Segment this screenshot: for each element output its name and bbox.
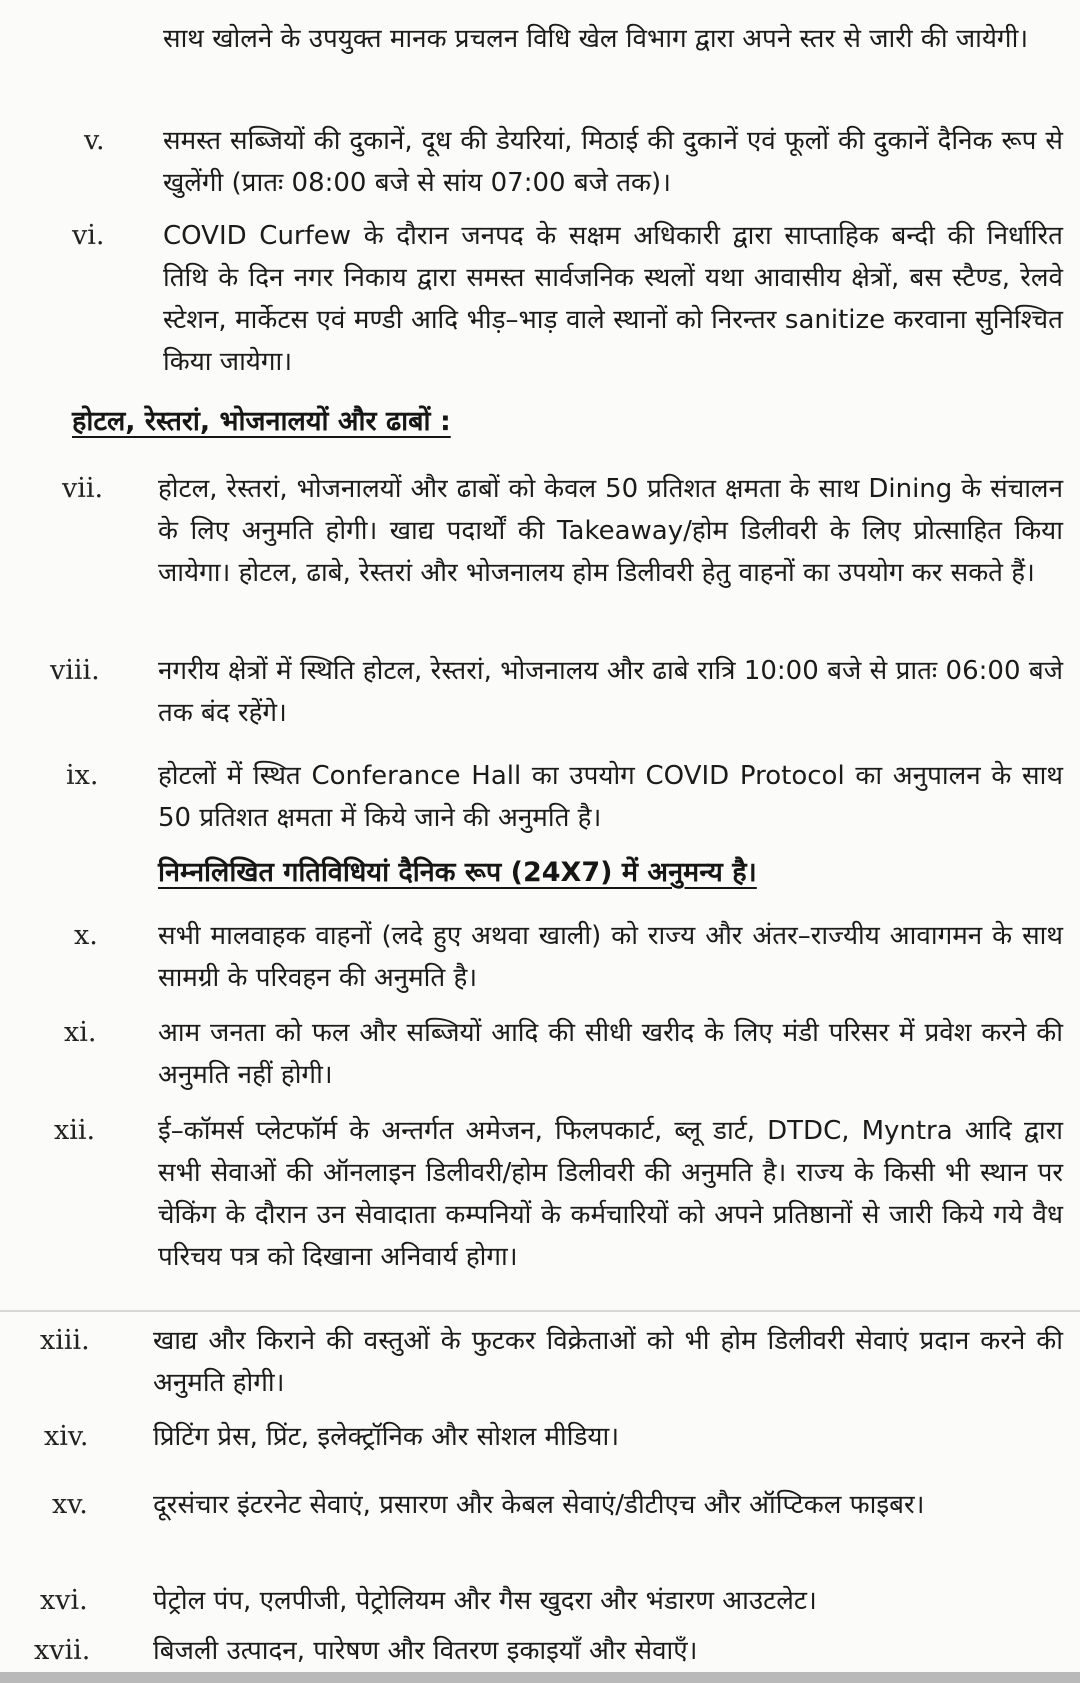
- list-item-text: होटलों में स्थित Conferance Hall का उपयोग COVID Protocol का अनुपालन के साथ 50 प्रतिशत क्षमता में किये जाने की अनुमति है।: [158, 761, 1063, 833]
- list-item-text: सभी मालवाहक वाहनों (लदे हुए अथवा खाली) को राज्य और अंतर–राज्यीय आवागमन के साथ सामग्री के परिवहन की अनुमति है।: [158, 921, 1063, 993]
- list-item-text: COVID Curfew के दौरान जनपद के सक्षम अधिकारी द्वारा साप्ताहिक बन्दी की निर्धारित तिथि के दिन नगर निकाय द्वारा समस्त सार्वजनिक स्थलों यथा आवासीय क्षेत्रों, बस स्टैण्ड, रेलवे स्टेशन, मार्केटस एवं मण्डी आदि भीड़–भाड़ वाले स्थानों को निरन्तर sanitize करवाना सुनिश्चित किया जायेगा।: [163, 221, 1063, 377]
- section-heading-hotels: होटल, रेस्तरां, भोजनालयों और ढाबों :: [72, 406, 451, 437]
- list-item-text: दूरसंचार इंटरनेट सेवाएं, प्रसारण और केबल सेवाएं/डीटीएच और ऑप्टिकल फाइबर।: [153, 1490, 925, 1520]
- paragraph-continuation: साथ खोलने के उपयुक्त मानक प्रचलन विधि खेल विभाग द्वारा अपने स्तर से जारी की जायेगी।: [163, 24, 1029, 54]
- list-item-text: नगरीय क्षेत्रों में स्थिति होटल, रेस्तरां, भोजनालय और ढाबे रात्रि 10:00 बजे से प्रातः 06:00 बजे तक बंद रहेंगे।: [158, 656, 1063, 728]
- list-item-text: होटल, रेस्तरां, भोजनालयों और ढाबों को केवल 50 प्रतिशत क्षमता के साथ Dining के संचालन के लिए अनुमति होगी। खाद्य पदार्थों की Takeaway/होम डिलीवरी के लिए प्रोत्साहित किया जायेगा। होटल, ढाबे, रेस्तरां और भोजनालय होम डिलीवरी हेतु वाहनों का उपयोग कर सकते हैं।: [158, 474, 1063, 588]
- section-heading-daily-activities: निम्नलिखित गतिविधियां दैनिक रूप (24X7) में अनुमन्य है।: [158, 857, 757, 888]
- item-number: xi.: [64, 1017, 97, 1048]
- list-item-text: खाद्य और किराने की वस्तुओं के फुटकर विक्रेताओं को भी होम डिलीवरी सेवाएं प्रदान करने की अनुमति होगी।: [153, 1326, 1063, 1398]
- item-number: x.: [74, 920, 98, 951]
- item-number: v.: [84, 125, 105, 156]
- item-number: xv.: [52, 1489, 88, 1520]
- list-item-text: आम जनता को फल और सब्जियों आदि की सीधी खरीद के लिए मंडी परिसर में प्रवेश करने की अनुमति नहीं होगी।: [158, 1018, 1063, 1090]
- item-number: xiii.: [40, 1325, 90, 1356]
- scan-bottom-edge: [0, 1672, 1080, 1683]
- list-item-text: पेट्रोल पंप, एलपीजी, पेट्रोलियम और गैस खुदरा और भंडारण आउटलेट।: [153, 1586, 817, 1616]
- item-number: xvii.: [34, 1635, 91, 1666]
- item-number: vii.: [62, 473, 104, 504]
- item-number: xvi.: [40, 1585, 88, 1616]
- item-number: viii.: [50, 655, 100, 686]
- list-item-text: प्रिटिंग प्रेस, प्रिंट, इलेक्ट्रॉनिक और सोशल मीडिया।: [153, 1422, 620, 1452]
- list-item-text: बिजली उत्पादन, पारेषण और वितरण इकाइयाँ और सेवाएँ।: [153, 1636, 698, 1666]
- item-number: vi.: [72, 220, 105, 251]
- item-number: xiv.: [44, 1421, 89, 1452]
- list-item-text: समस्त सब्जियों की दुकानें, दूध की डेयरियां, मिठाई की दुकानें एवं फूलों की दुकानें दैनिक रूप से खुलेंगी (प्रातः 08:00 बजे से सांय 07:00 बजे तक)।: [163, 126, 1063, 198]
- scan-artifact-line: [0, 1310, 1080, 1312]
- list-item-text: ई–कॉमर्स प्लेटफॉर्म के अन्तर्गत अमेजन, फिलपकार्ट, ब्लू डार्ट, DTDC, Myntra आदि द्वारा सभी सेवाओं की ऑनलाइन डिलीवरी/होम डिलीवरी की अनुमति है। राज्य के किसी भी स्थान पर चेकिंग के दौरान उन सेवादाता कम्पनियों के कर्मचारियों को अपने प्रतिष्ठानों से जारी किये गये वैध परिचय पत्र को दिखाना अनिवार्य होगा।: [158, 1116, 1063, 1272]
- item-number: xii.: [54, 1115, 96, 1146]
- item-number: ix.: [66, 760, 99, 791]
